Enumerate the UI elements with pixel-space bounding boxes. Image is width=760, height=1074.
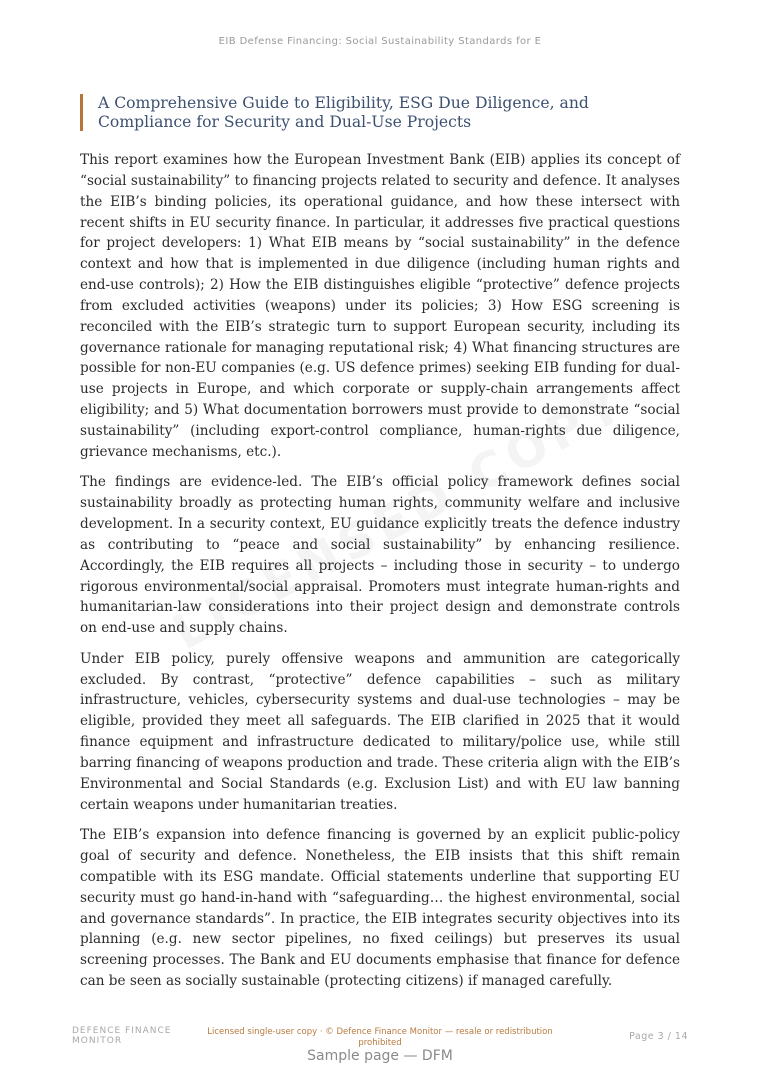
document-subtitle: A Comprehensive Guide to Eligibility, ESG Due Diligence, and Compliance for Security and Dual-Use Projects (98, 94, 589, 131)
subtitle-block (80, 94, 680, 131)
running-header: EIB Defense Financing: Social Sustainability Standards for E (218, 36, 542, 47)
paragraph-findings: The findings are evidence-led. The EIB’s official policy framework defines social sustainability broadly as protecting human rights, community welfare and inclusive development. In a security context, EU guidance explicitly treats the defence industry as contributing to “peace and social sustainability” by enhancing resilience. Accordingly, the EIB requires all projects – including those in security – to undergo rigorous environmental/social appraisal. Promoters must integrate human-rights and humanitarian-law considerations into their project design and demonstrate controls on end-use and supply chains. (80, 474, 680, 637)
body-text (80, 150, 680, 1002)
footer-brand (72, 1026, 171, 1046)
page-number: Page 3 / 14 (629, 1031, 688, 1042)
paragraph-intro: This report examines how the European Investment Bank (EIB) applies its concept of “social sustainability” to financing projects related to security and defence. It analyses the EIB’s binding policies, its operational guidance, and how these intersect with recent shifts in EU security finance. In particular, it addresses five practical questions for project developers: 1) What EIB means by “social sustainability” in the defence context and how that is implemented in due diligence (including human rights and end-use controls); 2) How the EIB distinguishes eligible “protective” defence projects from excluded activities (weapons) under its policies; 3) How ESG screening is reconciled with the EIB’s strategic turn to support European security, including its governance rationale for managing reputational risk; 4) What financing structures are possible for non-EU companies (e.g. US defence primes) seeking EIB funding for dualuse projects in Europe, and which corporate or supply-chain arrangements affect eligibility; and 5) What documentation borrowers must provide to demonstrate “social sustainability” (including export-control compliance, human-rights due diligence, grievance mechanisms, etc.). (80, 152, 680, 460)
footer-brand-line1: DEFENCE FINANCE (72, 1026, 172, 1036)
footer-license-notice: Licensed single-user copy · © Defence Finance Monitor — resale or redistribution prohibited (207, 1027, 553, 1048)
paragraph-eligibility: Under EIB policy, purely offensive weapons and ammunition are categorically excluded. By contrast, “protective” defence capabilities – such as military infrastructure, vehicles, cybersecurity systems and dual-use technologies – may be eligible, provided they meet all safeguards. The EIB clarified in 2025 that it would finance equipment and infrastructure dedicated to military/police use, while still barring financing of weapons production and trade. These criteria align with the EIB’s Environmental and Social Standards (e.g. Exclusion List) and with EU law banning certain weapons under humanitarian treaties. (80, 650, 680, 813)
sample-page-label: Sample page — DFM (307, 1048, 453, 1064)
footer-brand-line2: MONITOR (72, 1036, 123, 1046)
paragraph-expansion: The EIB’s expansion into defence financing is governed by an explicit public-policy goal of security and defence. Nonetheless, the EIB insists that this shift remain compatible with its ESG mandate. Official statements underline that supporting EU security must go hand-in-hand with “safeguarding… the highest environmental, social and governance standards”. In practice, the EIB integrates security objectives into its planning (e.g. new sector pipelines, no fixed ceilings) but preserves its usual screening processes. The Bank and EU documents emphasise that finance for defence can be seen as socially sustainable (protecting citizens) if managed carefully. (80, 827, 680, 990)
